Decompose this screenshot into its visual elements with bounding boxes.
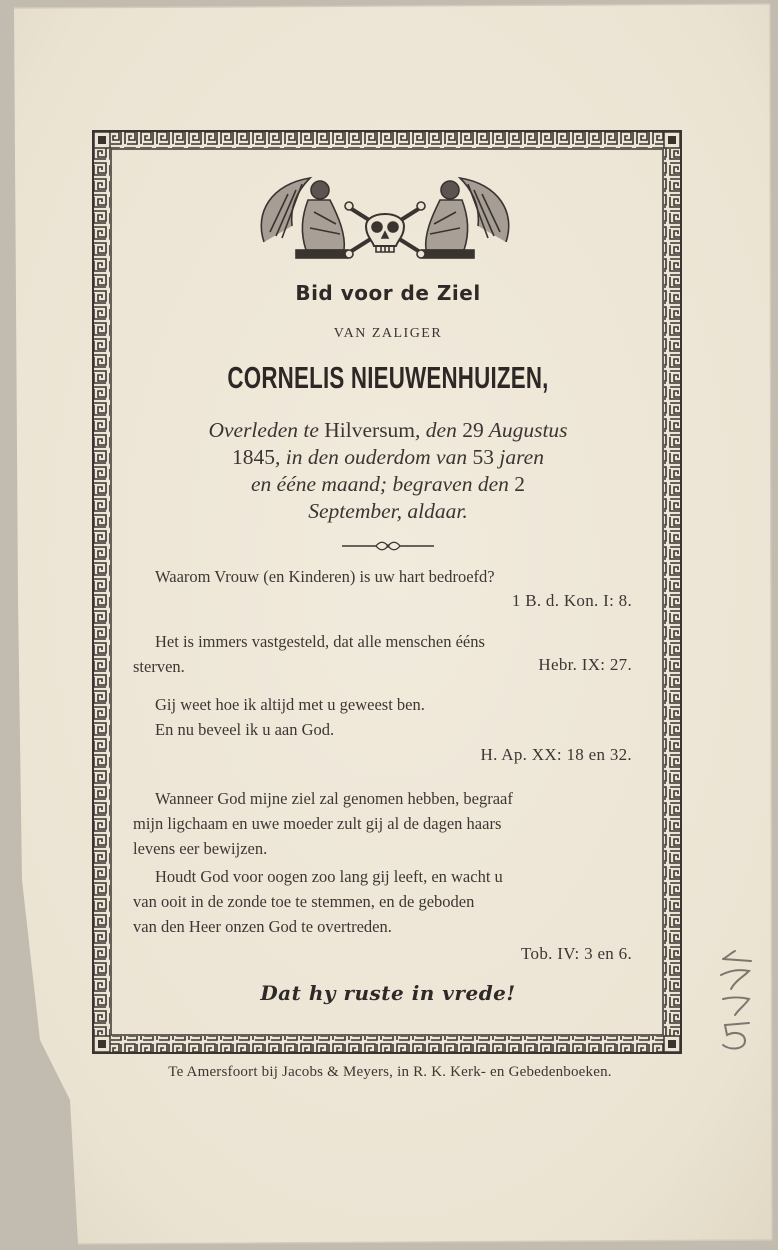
prayer-title: Bid voor de Ziel — [295, 281, 481, 305]
verse-line: van den Heer onzen God te overtreden. — [133, 917, 392, 936]
verse-line: Wanneer God mijne ziel zal genomen hebben, begraaf — [155, 789, 513, 808]
death-text: en ééne maand; begraven den — [250, 472, 515, 496]
verse-line: Het is immers vastgesteld, dat alle menschen ééns — [155, 632, 485, 651]
closing-prayer: Dat hy ruste in vrede! — [260, 981, 516, 1005]
death-line-4 — [128, 498, 648, 525]
verse-line: levens eer bewijzen. — [133, 839, 268, 858]
death-text: jaren — [493, 445, 544, 469]
death-line-3 — [128, 471, 648, 498]
verse-line: sterven. — [133, 657, 185, 676]
verse-3 — [133, 692, 643, 742]
handwritten-pencil-number — [705, 945, 765, 1055]
death-text: , aldaar. — [396, 499, 468, 523]
death-text: , in den ouderdom van — [275, 445, 473, 469]
death-line-1 — [128, 417, 648, 444]
place-name: Hilversum — [324, 418, 416, 442]
ornamental-divider — [340, 540, 436, 552]
angels-skull-ornament — [252, 172, 518, 264]
death-day: 29 — [462, 418, 484, 442]
verse-5 — [133, 864, 643, 939]
verse-line: Gij weet hoe ik altijd met u geweest ben. — [155, 695, 425, 714]
verse-2-reference: Hebr. IX: 27. — [538, 655, 632, 674]
death-year: 1845 — [232, 445, 276, 469]
verse-line: Waarom Vrouw (en Kinderen) is uw hart bedroefd? — [155, 567, 495, 586]
subtitle: VAN ZALIGER — [333, 326, 443, 341]
verse-4 — [133, 786, 643, 861]
age-years: 53 — [472, 445, 494, 469]
death-text: Overleden te — [208, 418, 325, 442]
verse-line: En nu beveel ik u aan God. — [155, 720, 335, 739]
verse-line: mijn ligchaam en uwe moeder zult gij al de dagen haars — [133, 814, 502, 833]
death-month: Augustus — [483, 418, 568, 442]
burial-month: September — [308, 499, 397, 523]
verse-1-reference: 1 B. d. Kon. I: 8. — [511, 591, 632, 610]
verse-3-reference: H. Ap. XX: 18 en 32. — [480, 745, 632, 764]
death-text: , den — [415, 418, 463, 442]
deceased-name: CORNELIS NIEUWENHUIZEN, — [227, 360, 549, 395]
verse-line: van ooit in de zonde toe te stemmen, en de geboden — [133, 892, 475, 911]
verse-line: Houdt God voor oogen zoo lang gij leeft, en wacht u — [155, 867, 503, 886]
printer-imprint: Te Amersfoort bij Jacobs & Meyers, in R. K. Kerk- en Gebedenboeken. — [168, 1064, 612, 1080]
verse-1 — [133, 564, 643, 589]
death-line-2 — [128, 444, 648, 471]
burial-day: 2 — [514, 472, 526, 496]
death-notice — [128, 417, 648, 525]
verse-5-reference: Tob. IV: 3 en 6. — [521, 944, 632, 963]
